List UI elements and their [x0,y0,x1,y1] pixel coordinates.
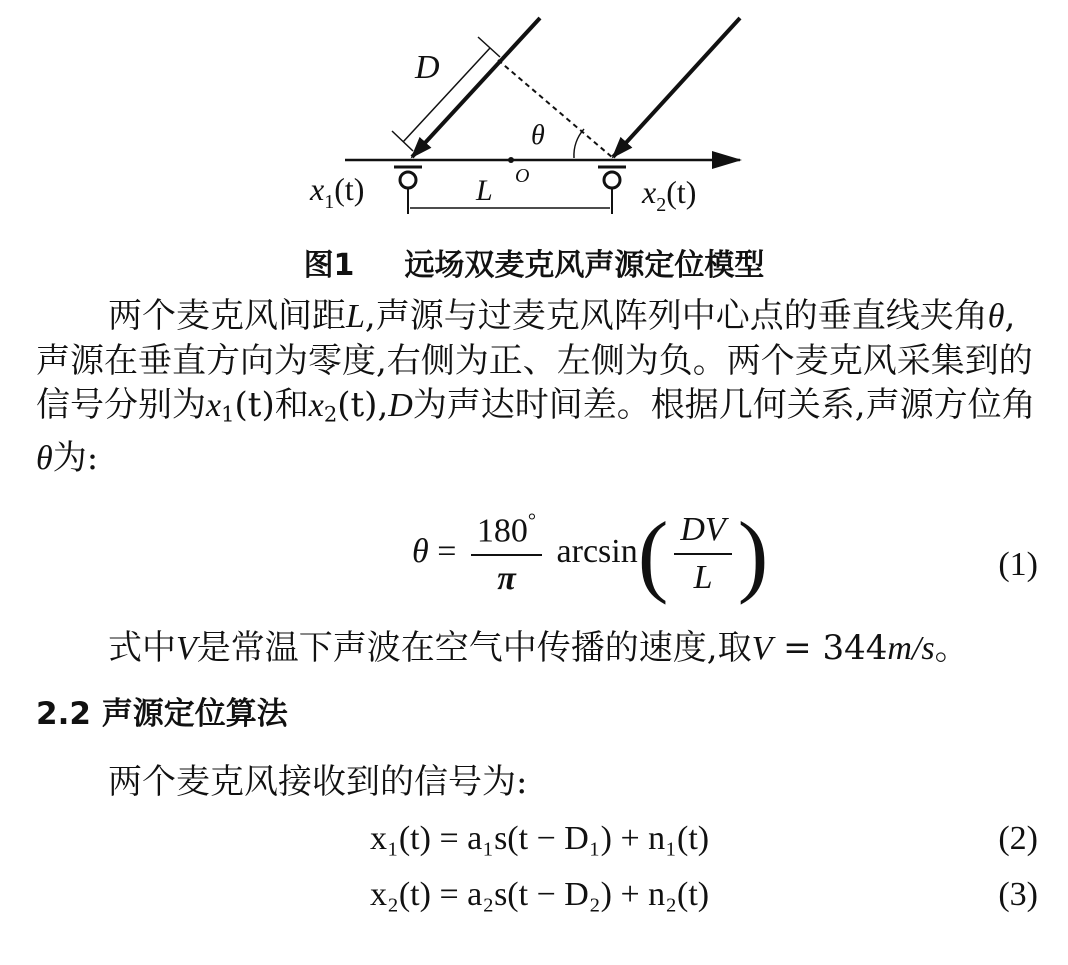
caption-title: 远场双麦克风声源定位模型 [404,248,765,283]
label-D: D [415,49,440,86]
mic-2-icon [598,167,626,214]
figure-far-field-model [0,0,1068,235]
equation-3: x₂(t) = a₂s(t − D₂) + n₂(t) [370,876,710,913]
caption-number: 图1 [303,248,355,283]
equation-1: θ = $\frac{180^\circ}{\pi}$ arcsin( $\frac{DV}{L}$ ) [412,503,769,605]
paragraph-2: 式中V是常温下声波在空气中传播的速度,取V = 344m/s。 [108,628,969,668]
eq1-equals: = [437,532,457,570]
wavefront-dashed-line [498,60,613,158]
dimension-D-tick-top [478,37,500,57]
eq2-number: (2) [998,820,1038,857]
mic-1-icon [394,167,422,214]
equation-2: x₁(t) = a₁s(t − D₁) + n₁(t) [370,820,710,857]
figure-caption [0,240,1068,284]
wave-arrow-left [412,18,540,157]
eq1-func: arcsin [556,532,638,570]
eq1-number: (1) [998,546,1038,583]
eq1-lhs: θ [412,532,429,570]
eq3-number: (3) [998,876,1038,913]
wave-arrow-right [613,18,740,157]
label-O: O [515,165,530,187]
paragraph-1: 两个麦克风间距L,声源与过麦克风阵列中心点的垂直线夹角θ,声源在垂直方向为零度,右侧为正、左侧为负。两个麦克风采集到的信号分别为$x_1(t)$和$x_2(t),D$为声达时间差。根据几何关系,声源方位角θ为: [36,296,1036,479]
label-x2t: $x_2(t)$ [642,174,697,216]
paragraph-3: 两个麦克风接收到的信号为: [108,762,528,802]
angle-theta-arc [574,129,584,158]
label-x1t: $x_1(t)$ [310,171,365,213]
section-heading: 2.2 声源定位算法 [36,696,288,732]
eq1-inner-fraction: $\frac{DV}{L}$ [674,511,731,597]
eq1-fraction: $\frac{180^\circ}{\pi}$ [471,510,542,598]
label-L: L [476,174,493,207]
label-theta: θ [531,120,545,151]
center-point [508,157,514,163]
